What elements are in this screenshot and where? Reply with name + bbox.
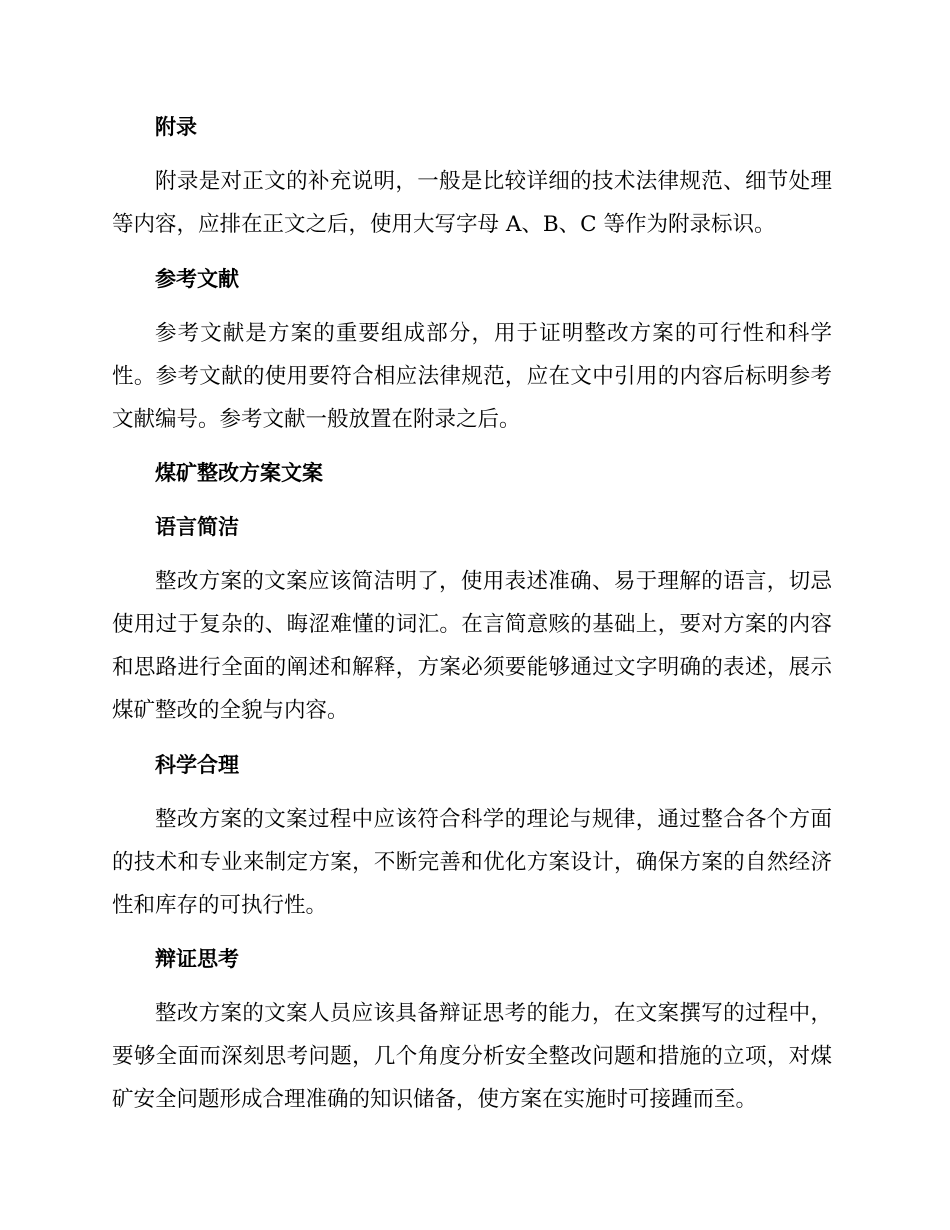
- paragraph-concise-language: 整改方案的文案应该简洁明了，使用表述准确、易于理解的语言，切忌使用过于复杂的、晦涩难懂的词汇。在言简意赅的基础上，要对方案的内容和思路进行全面的阐述和解释，方案必须要能够通过文字明确的表述，展示煤矿整改的全貌与内容。: [112, 569, 832, 723]
- heading-references: 参考文献: [155, 267, 239, 291]
- paragraph-references: 参考文献是方案的重要组成部分，用于证明整改方案的可行性和科学性。参考文献的使用要符合相应法律规范，应在文中引用的内容后标明参考文献编号。参考文献一般放置在附录之后。: [112, 321, 832, 432]
- heading-appendix: 附录: [155, 115, 197, 139]
- heading-concise-language: 语言简洁: [155, 515, 239, 539]
- paragraph-scientific-reasonable: 整改方案的文案过程中应该符合科学的理论与规律，通过整合各个方面的技术和专业来制定方案，不断完善和优化方案设计，确保方案的自然经济性和库存的可执行性。: [112, 807, 832, 918]
- heading-coal-mine-plan-copy: 煤矿整改方案文案: [155, 461, 323, 485]
- heading-dialectical-thinking: 辩证思考: [155, 947, 239, 971]
- paragraph-dialectical-thinking: 整改方案的文案人员应该具备辩证思考的能力，在文案撰写的过程中，要够全面而深刻思考问题，几个角度分析安全整改问题和措施的立项，对煤矿安全问题形成合理准确的知识储备，使方案在实施时可接踵而至。: [112, 1001, 832, 1112]
- paragraph-appendix: 附录是对正文的补充说明，一般是比较详细的技术法律规范、细节处理等内容，应排在正文之后，使用大写字母 A、B、C 等作为附录标识。: [112, 169, 832, 237]
- heading-scientific-reasonable: 科学合理: [155, 753, 239, 777]
